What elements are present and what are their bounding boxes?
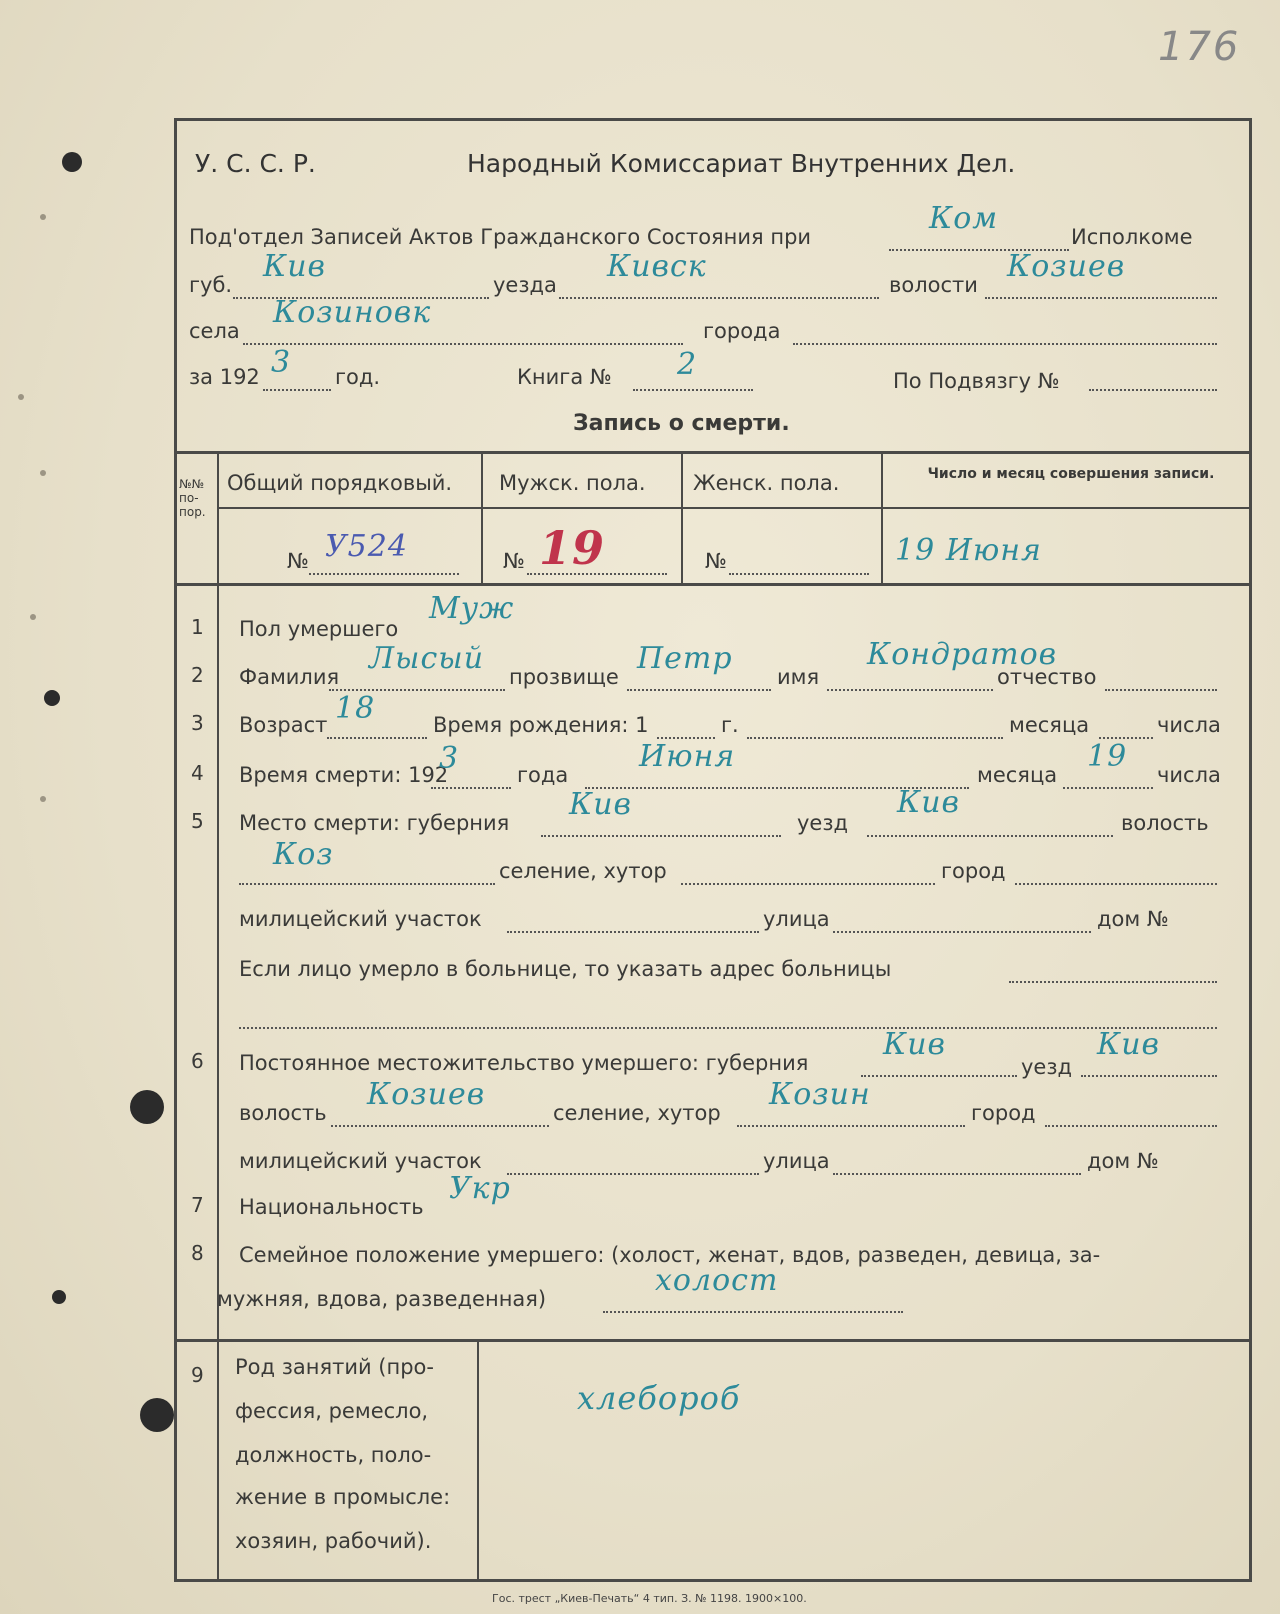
field-res-uezd-value: Кив [1097,1027,1160,1062]
field-nationality-value: Укр [449,1171,511,1206]
field-death-month-label: месяца [977,763,1058,787]
uezd-value: Кивск [607,249,707,284]
general-value: У524 [325,529,408,564]
field-res-volost-value: Козиев [367,1077,486,1112]
ispolkom-value: Ком [929,201,999,236]
field-age-value: 18 [335,691,376,726]
death-record-form [174,118,1252,1582]
field-occupation-value: хлебороб [577,1379,741,1417]
field-death-year-value: 3 [439,741,460,776]
volost-label: волости [889,273,978,297]
field-death-militsia-label: милицейский участок [239,907,482,931]
field-death-volost-label: волость [1121,811,1209,835]
field-birth-year-suffix: г. [721,713,739,737]
field-occupation-label-3: должность, поло- [235,1443,432,1467]
row-number: 8 [191,1241,204,1265]
commissariat-title: Народный Комиссариат Внутренних Дел. [467,149,1016,178]
field-death-place-label: Место смерти: губерния [239,811,510,835]
field-occupation-label-5: хозяин, рабочий). [235,1529,432,1553]
year-value: 3 [271,345,292,380]
field-death-house-label: дом № [1097,907,1169,931]
field-age-label: Возраст [239,713,328,737]
paper-speck [30,614,36,620]
field-death-selo-label: селение, хутор [499,859,667,883]
field-death-gorod-label: город [941,859,1006,883]
col-date: Число и месяц совершения записи. [927,466,1215,482]
col-female: Женск. пола. [693,471,840,495]
field-res-selo-value: Козин [769,1077,871,1112]
field-name-label: имя [777,665,820,689]
punch-hole [130,1090,164,1124]
printer-imprint: Гос. трест „Киев-Печать“ 4 тип. З. № 1198. 1900×100. [492,1592,807,1605]
field-death-uezd-value: Кив [897,785,960,820]
field-sex-label: Пол умершего [239,617,399,641]
year-suffix: год. [335,365,381,389]
punch-hole [44,690,60,706]
date-value: 19 Июня [895,533,1042,568]
field-death-gub-value: Кив [569,787,632,822]
row-number: 5 [191,809,204,833]
republic-label: У. С. С. Р. [195,149,316,178]
field-death-volost-value: Коз [273,837,334,872]
gub-label: губ. [189,273,233,297]
row-number: 9 [191,1363,204,1387]
record-title: Запись о смерти. [573,411,790,436]
field-occupation-label-4: жение в промысле: [235,1485,451,1509]
podvyazok-label: По Подвязгу № [893,369,1060,393]
row-number: 3 [191,711,204,735]
field-surname-label: Фамилия [239,665,340,689]
paper-speck [40,470,46,476]
field-res-uezd-label: уезд [1021,1055,1073,1079]
paper-speck [18,394,24,400]
col-male: Мужск. пола. [499,471,646,495]
field-marital-label: Семейное положение умершего: (холост, женат, вдов, разведен, девица, за- [239,1243,1101,1267]
field-birth-month-label: месяца [1009,713,1090,737]
volost-value: Козиев [1007,249,1126,284]
field-res-street-label: улица [763,1149,830,1173]
female-no-sign: № [705,549,727,573]
row-number: 4 [191,761,204,785]
field-death-day-value: 19 [1087,739,1128,774]
field-nationality-label: Национальность [239,1195,424,1219]
field-sex-value: Муж [429,591,515,626]
selo-value: Козиновк [273,295,432,330]
book-label: Книга № [517,365,612,389]
row-number: 2 [191,663,204,687]
field-res-volost-label: волость [239,1101,327,1125]
punch-hole [62,152,82,172]
field-death-street-label: улица [763,907,830,931]
field-nickname-label: прозвище [509,665,619,689]
dept-label: Под'отдел Записей Актов Гражданского Состояния при [189,225,812,249]
book-value: 2 [677,347,698,382]
gub-value: Кив [263,249,326,284]
male-value: 19 [539,521,606,575]
gorod-label: города [703,319,781,343]
row-number: 7 [191,1193,204,1217]
field-birth-day-label: числа [1157,713,1221,737]
selo-label: села [189,319,240,343]
field-marital-label-cont: мужняя, вдова, разведенная) [217,1287,547,1311]
field-res-gub-value: Кив [883,1027,946,1062]
ispolkom-label: Исполкоме [1071,225,1193,249]
field-death-year-label: года [517,763,569,787]
field-res-house-label: дом № [1087,1149,1159,1173]
field-marital-value: холост [655,1263,779,1298]
field-death-month-value: Июня [639,739,736,774]
field-death-time-label: Время смерти: 192 [239,763,449,787]
field-birth-label: Время рождения: 1 [433,713,649,737]
field-residence-label: Постоянное местожительство умершего: губерния [239,1051,809,1075]
field-res-gorod-label: город [971,1101,1036,1125]
field-occupation-label-2: фессия, ремесло, [235,1399,429,1423]
page-number: 176 [1158,24,1241,70]
year-prefix: за 192 [189,365,260,389]
field-nickname-value: Петр [637,641,733,676]
general-no-sign: № [287,549,309,573]
field-hospital-label: Если лицо умерло в больнице, то указать адрес больницы [239,957,892,981]
paper-speck [40,214,46,220]
col-nn: №№ по-пор. [179,477,206,519]
field-surname-value: Лысый [369,641,485,676]
punch-hole [52,1290,66,1304]
field-name-value: Кондратов [867,637,1058,672]
row-number: 6 [191,1049,204,1073]
field-patronymic-label: отчество [997,665,1097,689]
field-death-uezd-label: уезд [797,811,849,835]
field-occupation-label-1: Род занятий (про- [235,1355,434,1379]
field-res-militsia-label: милицейский участок [239,1149,482,1173]
field-death-day-label: числа [1157,763,1221,787]
punch-hole [140,1398,174,1432]
field-res-selo-label: селение, хутор [553,1101,721,1125]
col-general: Общий порядковый. [227,471,453,495]
male-no-sign: № [503,549,525,573]
row-number: 1 [191,615,204,639]
paper-speck [40,796,46,802]
uezd-label: уезда [493,273,557,297]
